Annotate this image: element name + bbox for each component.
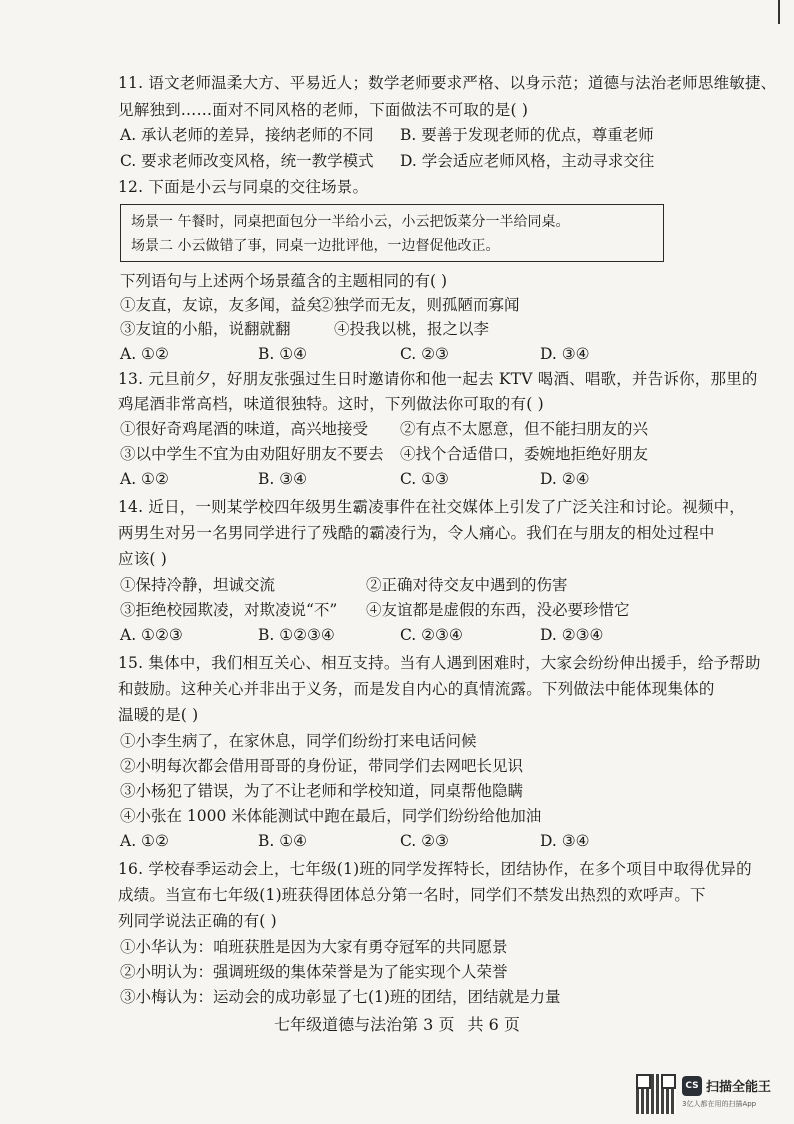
q13-option-c: C. ①③: [400, 470, 449, 488]
q12-option-c: C. ②③: [400, 345, 449, 363]
q14-statement-3: ③拒绝校园欺凌，对欺凌说“不”: [120, 601, 338, 619]
q12-stem-line1: 12. 下面是小云与同桌的交往场景。: [118, 178, 369, 196]
q12-option-a: A. ①②: [120, 345, 169, 363]
footer-subject-page: 七年级道德与法治第 3 页: [274, 1015, 455, 1034]
camscanner-logo-icon: CS: [682, 1076, 702, 1096]
q11-option-d: D. 学会适应老师风格，主动寻求交往: [400, 152, 655, 170]
q13-option-d: D. ②④: [540, 470, 590, 488]
q15-stem-line3: 温暖的是( ): [118, 706, 199, 724]
qr-code-icon: [636, 1074, 676, 1114]
q11-option-b: B. 要善于发现老师的优点，尊重老师: [400, 126, 654, 144]
q12-statement-3: ③友谊的小船，说翻就翻: [120, 320, 291, 338]
q14-stem-line2: 两男生对另一名男同学进行了残酷的霸凌行为，令人痛心。我们在与朋友的相处过程中: [118, 524, 715, 542]
q14-option-b: B. ①②③④: [258, 626, 335, 644]
q16-statement-3: ③小梅认为：运动会的成功彰显了七(1)班的团结，团结就是力量: [120, 988, 561, 1006]
q13-statement-3: ③以中学生不宜为由劝阻好朋友不要去: [120, 445, 384, 463]
q13-stem-line2: 鸡尾酒非常高档，味道很独特。这时，下列做法你可取的有( ): [118, 395, 544, 413]
q15-stem-line1: 15. 集体中，我们相互关心、相互支持。当有人遇到困难时，大家会纷纷伸出援手，给予帮助: [118, 654, 761, 672]
q12-option-b: B. ①④: [258, 345, 308, 363]
q13-stem-line1: 13. 元旦前夕，好朋友张强过生日时邀请你和他一起去 KTV 喝酒、唱歌，并告诉你，那里的: [118, 370, 758, 388]
q12-statement-2: ②独学而无友，则孤陋而寡闻: [318, 296, 520, 314]
q13-statement-1: ①很好奇鸡尾酒的味道，高兴地接受: [120, 420, 369, 438]
q15-stem-line2: 和鼓励。这种关心并非出于义务，而是发自内心的真情流露。下列做法中能体现集体的: [118, 680, 715, 698]
q15-option-d: D. ③④: [540, 832, 590, 850]
q16-stem-line1: 16. 学校春季运动会上，七年级(1)班的同学发挥特长，团结协作，在多个项目中取得优异的: [118, 860, 752, 878]
q14-statement-4: ④友谊都是虚假的东西，没必要珍惜它: [366, 601, 630, 619]
q16-stem-line3: 列同学说法正确的有( ): [118, 912, 277, 930]
q12-statement-1: ①友直，友谅，友多闻，益矣: [120, 296, 322, 314]
camscanner-tagline: 3亿人都在用的扫描App: [682, 1100, 757, 1108]
q14-option-a: A. ①②③: [120, 626, 183, 644]
camscanner-name: 扫描全能王: [706, 1080, 772, 1095]
q12-stem-line2: 下列语句与上述两个场景蕴含的主题相同的有( ): [120, 272, 448, 290]
q14-statement-2: ②正确对待交友中遇到的伤害: [366, 576, 568, 594]
q15-option-c: C. ②③: [400, 832, 449, 850]
q13-statement-2: ②有点不太愿意，但不能扫朋友的兴: [400, 420, 649, 438]
q11-stem-line2: 见解独到……面对不同风格的老师，下面做法不可取的是( ): [118, 101, 529, 119]
q12-scene-2: 场景二 小云做错了事，同桌一边批评他，一边督促他改正。: [131, 238, 500, 254]
q12-scene-1: 场景一 午餐时，同桌把面包分一半给小云，小云把饭菜分一半给同桌。: [131, 214, 570, 230]
q11-stem-line1: 11. 语文老师温柔大方、平易近人；数学老师要求严格、以身示范；道德与法治老师思维敏捷、: [118, 74, 777, 92]
q11-option-a: A. 承认老师的差异，接纳老师的不同: [120, 126, 374, 144]
q12-statement-4: ④投我以桃，报之以李: [334, 320, 490, 338]
q16-statement-1: ①小华认为：咱班获胜是因为大家有勇夺冠军的共同愿景: [120, 938, 508, 956]
q15-statement-2: ②小明每次都会借用哥哥的身份证，带同学们去网吧长见识: [120, 757, 524, 775]
q12-option-d: D. ③④: [540, 345, 590, 363]
q12-scene-box: [120, 204, 664, 262]
q11-option-c: C. 要求老师改变风格，统一教学模式: [120, 152, 374, 170]
q15-option-a: A. ①②: [120, 832, 169, 850]
q14-stem-line1: 14. 近日，一则某学校四年级男生霸凌事件在社交媒体上引发了广泛关注和讨论。视频中，: [118, 498, 745, 516]
corner-mark: [768, 0, 780, 24]
q14-option-d: D. ②③④: [540, 626, 604, 644]
q15-statement-1: ①小李生病了，在家休息，同学们纷纷打来电话问候: [120, 732, 477, 750]
page-footer: [0, 1012, 794, 1035]
footer-total-pages: 共 6 页: [467, 1015, 520, 1034]
q15-statement-3: ③小杨犯了错误，为了不让老师和学校知道，同桌帮他隐瞒: [120, 782, 524, 800]
q13-option-b: B. ③④: [258, 470, 308, 488]
q14-statement-1: ①保持冷静，坦诚交流: [120, 576, 276, 594]
q16-stem-line2: 成绩。当宣布七年级(1)班获得团体总分第一名时，同学们不禁发出热烈的欢呼声。下: [118, 886, 706, 904]
q15-statement-4: ④小张在 1000 米体能测试中跑在最后，同学们纷纷给他加油: [120, 807, 542, 825]
q14-stem-line3: 应该( ): [118, 550, 168, 568]
q13-option-a: A. ①②: [120, 470, 169, 488]
q13-statement-4: ④找个合适借口，委婉地拒绝好朋友: [400, 445, 649, 463]
q15-option-b: B. ①④: [258, 832, 308, 850]
q16-statement-2: ②小明认为：强调班级的集体荣誉是为了能实现个人荣誉: [120, 963, 508, 981]
q14-option-c: C. ②③④: [400, 626, 463, 644]
